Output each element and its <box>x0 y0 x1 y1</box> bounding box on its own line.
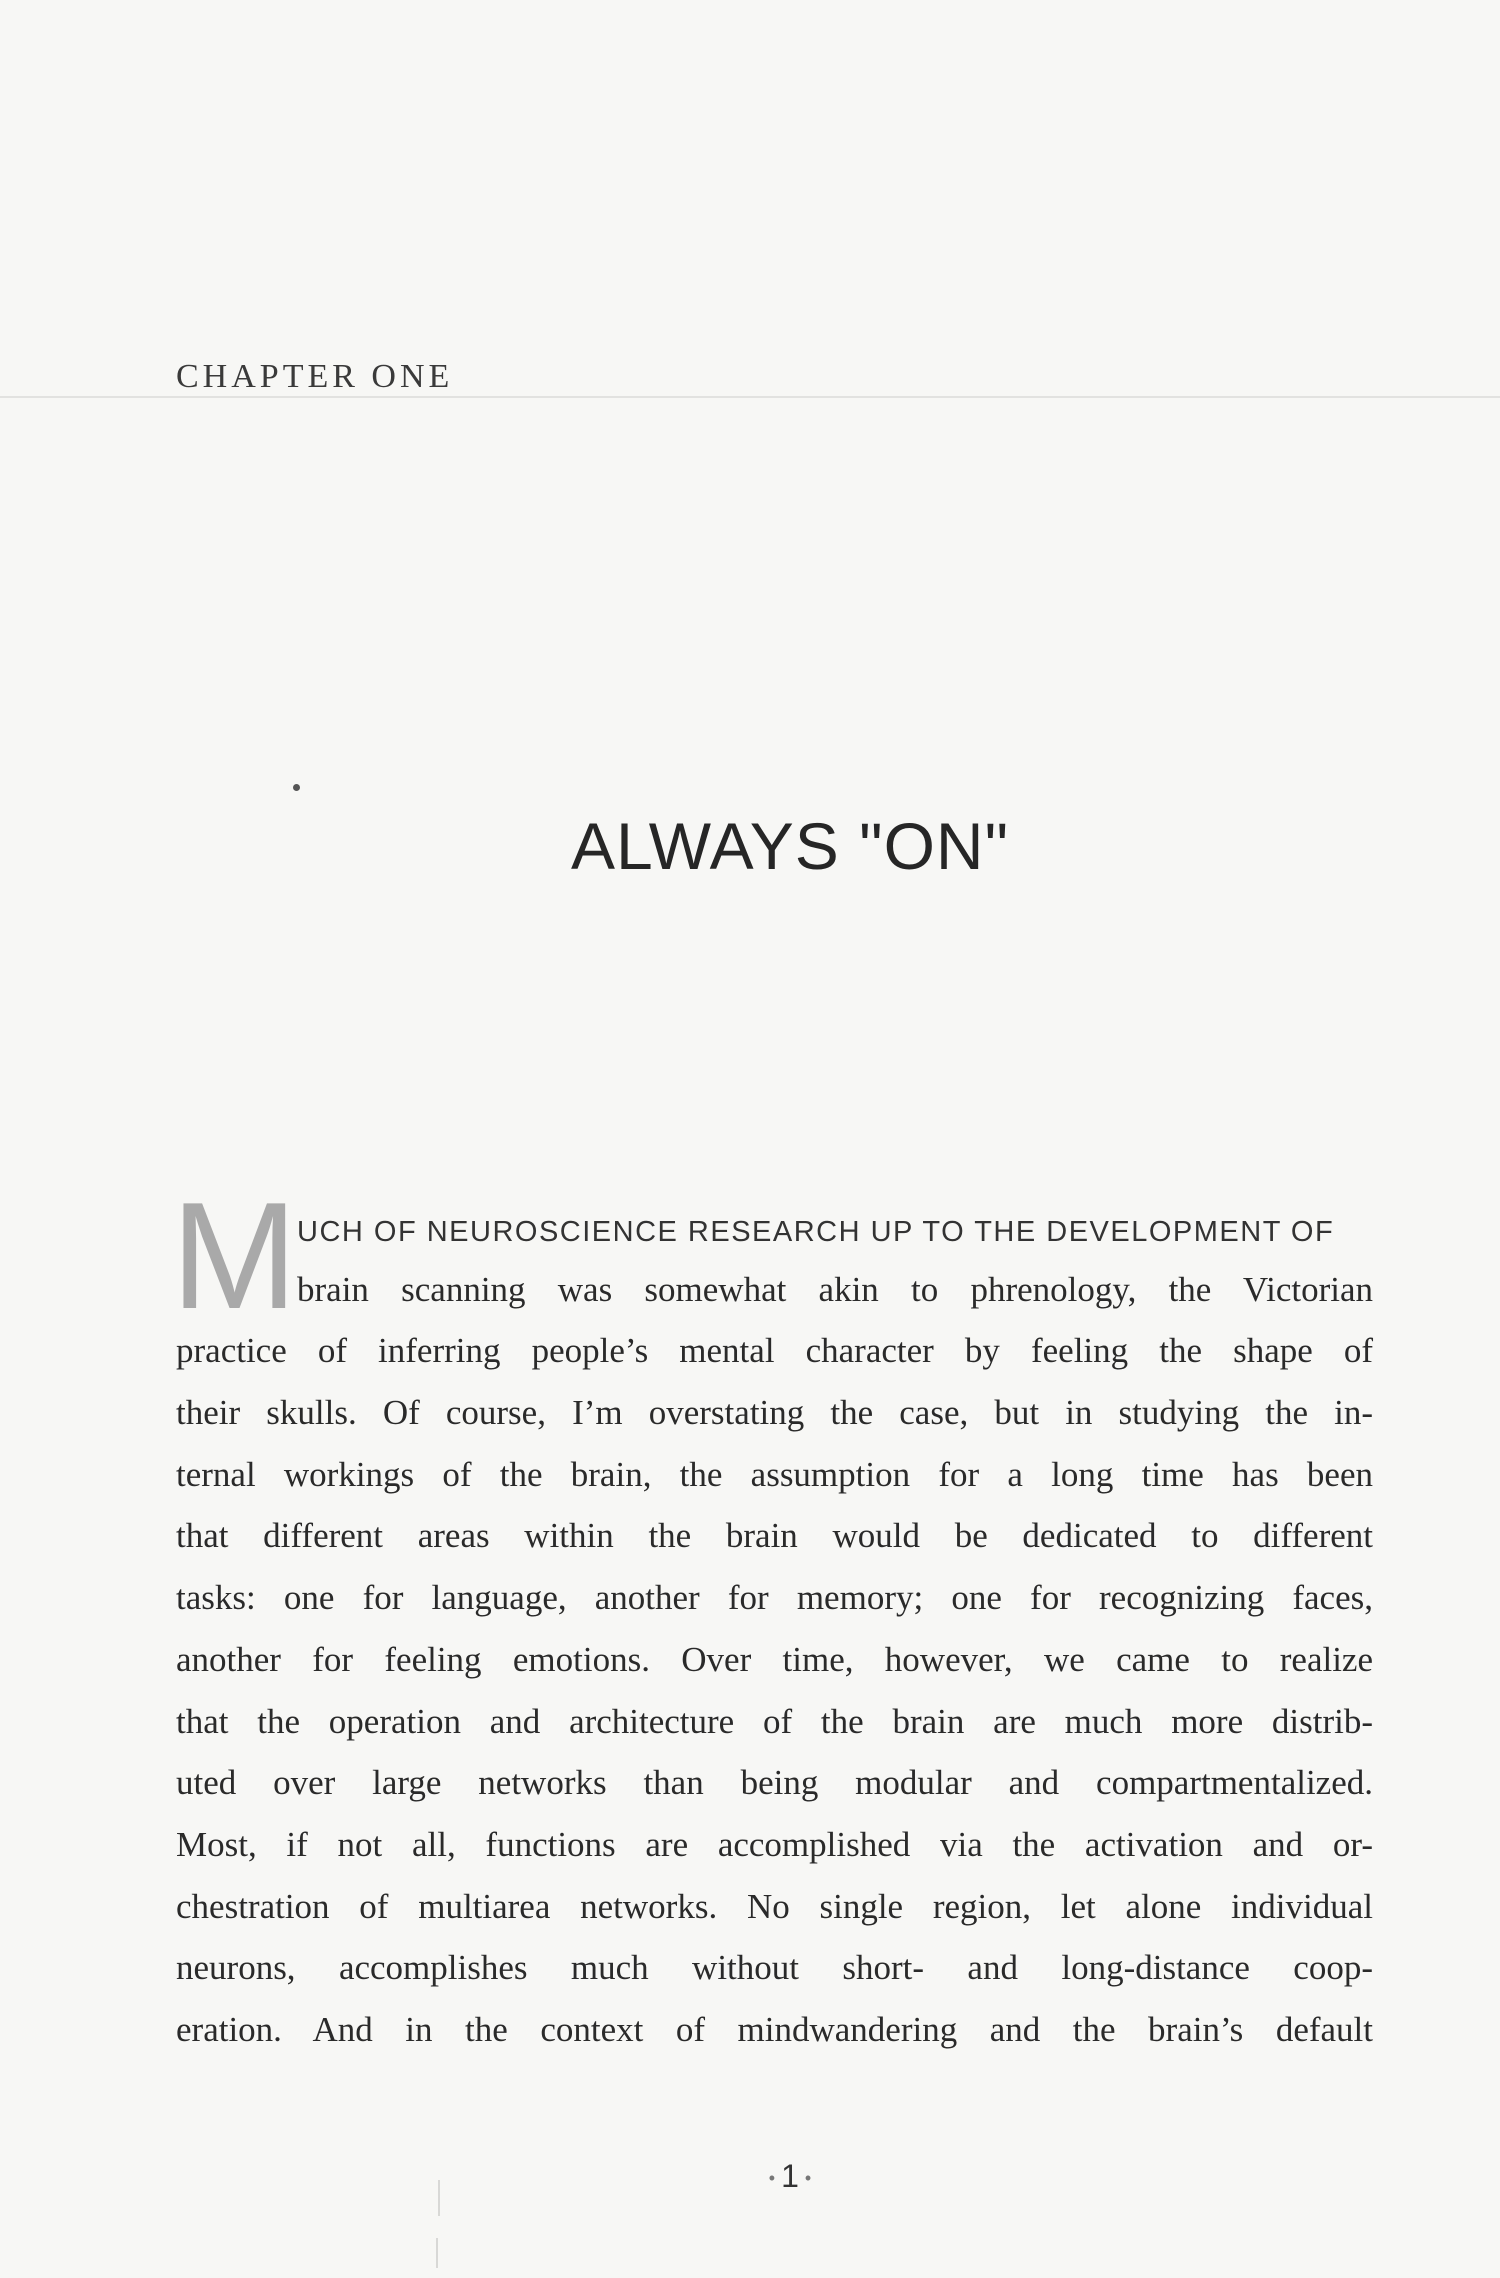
body-line: tasks: one for language, another for memory; one for recognizing faces, <box>176 1578 1373 1617</box>
body-line: another for feeling emotions. Over time, however, we came to realize <box>176 1640 1373 1679</box>
page-number: 1 <box>781 2158 799 2194</box>
page-number-dot-right: • <box>804 2168 812 2189</box>
body-line: that different areas within the brain would be dedicated to different <box>176 1516 1373 1555</box>
body-line: that the operation and architecture of the brain are much more distrib- <box>176 1702 1373 1741</box>
page-number-footer <box>0 2158 1500 2195</box>
body-line: their skulls. Of course, I’m overstating the case, but in studying the in- <box>176 1393 1373 1432</box>
chapter-title: ALWAYS "ON" <box>570 809 1010 883</box>
chapter-label: CHAPTER ONE <box>176 358 454 395</box>
body-line: uted over large networks than being modular and compartmentalized. <box>176 1763 1373 1802</box>
paper-scratch <box>438 2180 440 2216</box>
drop-cap: M <box>171 1171 298 1341</box>
opening-small-caps-line: UCH OF NEUROSCIENCE RESEARCH UP TO THE DEVELOPMENT OF <box>297 1216 1335 1248</box>
body-line: Most, if not all, functions are accomplished via the activation and or- <box>176 1825 1373 1864</box>
paper-scratch <box>436 2238 438 2268</box>
page-number-dot-left: • <box>768 2168 776 2189</box>
body-line: ternal workings of the brain, the assumption for a long time has been <box>176 1455 1373 1494</box>
body-line: chestration of multiarea networks. No single region, let alone individual <box>176 1887 1373 1926</box>
body-line: practice of inferring people’s mental character by feeling the shape of <box>176 1331 1373 1370</box>
body-line: eration. And in the context of mindwandering and the brain’s default <box>176 2010 1373 2049</box>
page-fold-line <box>0 396 1500 398</box>
ink-speck <box>293 784 300 791</box>
body-line: brain scanning was somewhat akin to phrenology, the Victorian <box>297 1270 1373 1309</box>
body-line: neurons, accomplishes much without short- and long-distance coop- <box>176 1948 1373 1987</box>
